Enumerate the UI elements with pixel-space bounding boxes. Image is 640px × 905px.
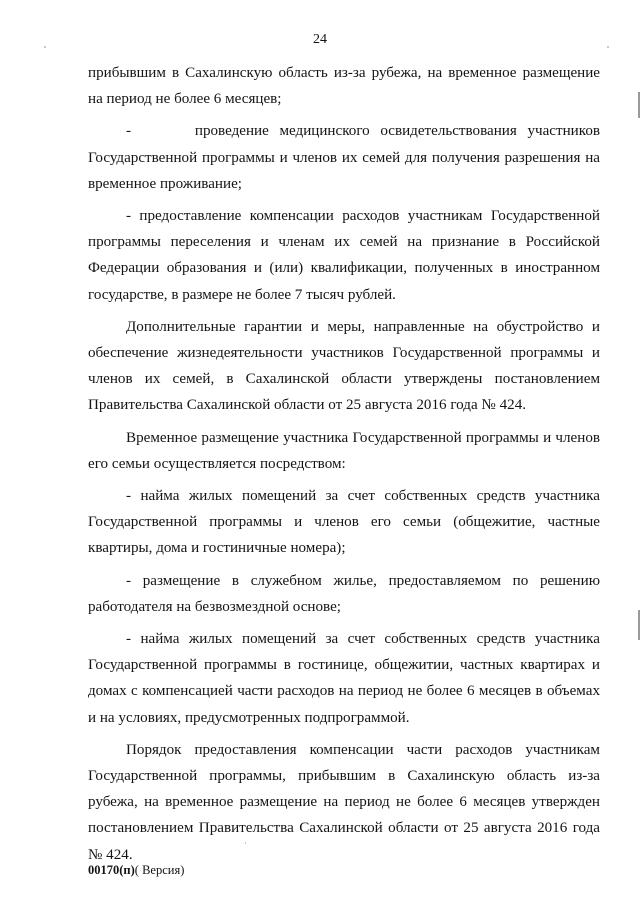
paragraph-temporary-accommodation: Временное размещение участника Государственной программы и членов его семьи осуществляется посредством: [88,429,600,472]
paragraph-compensation-procedure: Порядок предоставления компенсации части расходов участникам Государственной программы, прибывшим в Сахалинскую область из-за рубежа, на временное размещение на период не более 6 месяцев утвержден постановлением Правительства Сахалинской области от 25 августа 2016 года № 424. [88,741,600,863]
document-body [88,60,600,868]
scan-speck [44,46,46,48]
paragraph-medical-examination: - проведение медицинского освидетельствования участников Государственной программы и членов их семей для получения разрешения на временное проживание; [88,123,600,192]
paragraph-continuation: прибывшим в Сахалинскую область из-за рубежа, на временное размещение на период не более 6 месяцев; [88,65,600,108]
paragraph-education-recognition: - предоставление компенсации расходов участникам Государственной программы переселения и членам их семей на признание в Российской Федерации образования и (или) квалификации, полученных в иностранном государстве, в размере не более 7 тысяч рублей. [88,208,600,303]
footer-code: 00170(п) [88,863,135,877]
page-number: 24 [313,32,327,47]
paragraph-rent-with-compensation: - найма жилых помещений за счет собственных средств участника Государственной программы в гостинице, общежитии, частных квартирах и домах с компенсацией части расходов на период не более 6 месяцев в объемах и на условиях, предусмотренных подпрограммой. [88,631,600,726]
footer-version: ( Версия) [134,863,185,877]
paragraph-rent-own-funds: - найма жилых помещений за счет собственных средств участника Государственной программы и членов его семьи (общежитие, частные квартиры, дома и гостиничные номера); [88,488,600,557]
paragraph-additional-guarantees: Дополнительные гарантии и меры, направленные на обустройство и обеспечение жизнедеятельности участников Государственной программы и членов их семей, в Сахалинской области утверждены постановлением Правительства Сахалинской области от 25 августа 2016 года № 424. [88,318,600,414]
scan-speck [245,842,246,844]
paragraph-service-housing: - размещение в служебном жилье, предоставляемом по решению работодателя на безвозмездной основе; [88,572,600,615]
scan-speck [607,46,609,48]
footer-document-code [88,863,184,878]
